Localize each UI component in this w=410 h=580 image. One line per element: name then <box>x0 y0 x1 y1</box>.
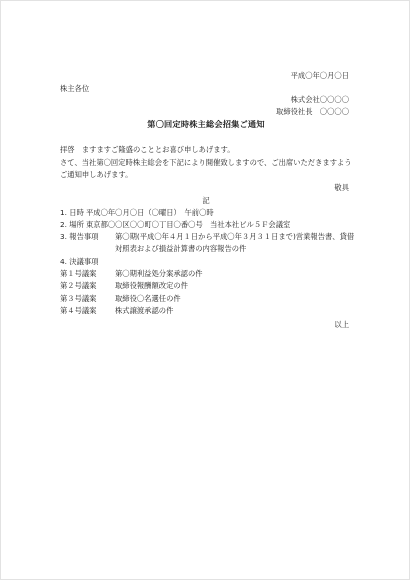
agenda-value: 株式譲渡承認の件 <box>115 306 174 315</box>
agenda-label: 第４号議案 <box>60 306 97 315</box>
representative: 取締役社長 〇〇〇〇 <box>276 107 349 116</box>
closing-word: 敬具 <box>334 183 349 192</box>
agenda-value: 取締役〇名選任の件 <box>115 294 181 303</box>
item-value: 対照表および損益計算書の内容報告の件 <box>115 244 247 253</box>
item-value: 平成〇年〇月〇日（〇曜日） 午前〇時 <box>86 208 214 217</box>
item-label: 2. 場所 <box>60 220 84 229</box>
agenda-label: 第１号議案 <box>60 269 97 278</box>
ki-heading: 記 <box>202 196 210 205</box>
agenda-value: 第〇期利益処分案承認の件 <box>115 269 203 278</box>
agenda-label: 第３号議案 <box>60 294 97 303</box>
body-line: ご通知申しあげます。 <box>60 170 133 179</box>
company-name: 株式会社〇〇〇〇 <box>290 95 349 104</box>
document-title: 第〇回定時株主総会招集ご通知 <box>147 119 265 129</box>
item-label: 4. 決議事項 <box>60 257 99 266</box>
document-date: 平成〇年〇月〇日 <box>290 71 349 80</box>
greeting-line: 拝啓 ますますご隆盛のこととお喜び申しあげます。 <box>60 145 235 154</box>
item-value: 東京都〇〇区〇〇町〇丁目〇番〇号 当社本社ビル５Ｆ会議室 <box>86 220 291 229</box>
item-label: 1. 日時 <box>60 208 84 217</box>
agenda-label: 第２号議案 <box>60 281 97 290</box>
agenda-value: 取締役報酬額改定の件 <box>115 281 188 290</box>
body-line: さて、当社第〇回定時株主総会を下記により開催致しますので、ご出席いただきますよう <box>60 158 352 167</box>
recipient: 株主各位 <box>60 84 90 93</box>
item-label: 3. 報告事項 <box>60 232 99 241</box>
end-mark: 以上 <box>334 320 349 329</box>
item-value: 第〇期(平成〇年４月１日から平成〇年３月３１日まで)営業報告書、貸借 <box>115 232 355 241</box>
